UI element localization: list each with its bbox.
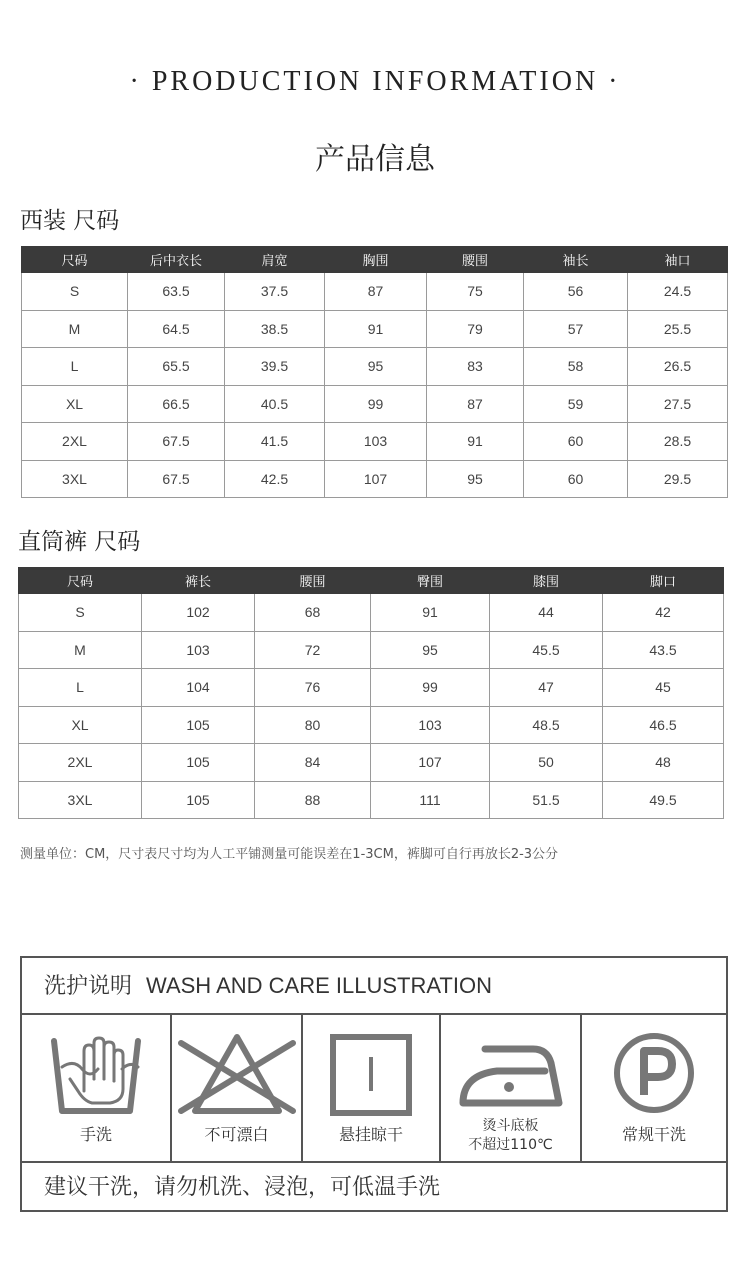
value-cell: 49.5 — [603, 781, 724, 819]
table-row — [22, 385, 728, 423]
value-cell: 50 — [490, 744, 603, 782]
value-cell: 60 — [524, 423, 628, 461]
value-cell: 25.5 — [628, 310, 728, 348]
value-cell: 42.5 — [225, 460, 325, 498]
size-cell: 3XL — [19, 781, 142, 819]
column-header: 膝围 — [490, 568, 603, 594]
value-cell: 41.5 — [225, 423, 325, 461]
care-label-no-bleach: 不可漂白 — [204, 1125, 269, 1144]
iron-low-icon — [457, 1041, 565, 1111]
table-row — [19, 669, 724, 707]
table-row — [19, 706, 724, 744]
value-cell: 58 — [524, 348, 628, 386]
value-cell: 79 — [427, 310, 524, 348]
value-cell: 67.5 — [128, 423, 225, 461]
value-cell: 51.5 — [490, 781, 603, 819]
value-cell: 76 — [255, 669, 371, 707]
value-cell: 104 — [142, 669, 255, 707]
table-row — [19, 781, 724, 819]
dry-clean-icon — [612, 1031, 696, 1115]
column-header: 袖长 — [524, 247, 628, 273]
table-header-row — [19, 568, 724, 594]
care-item-dry-clean — [582, 1015, 726, 1161]
care-label-hand-wash: 手洗 — [79, 1125, 112, 1144]
value-cell: 80 — [255, 706, 371, 744]
size-cell: XL — [22, 385, 128, 423]
value-cell: 107 — [371, 744, 490, 782]
care-item-hand-wash — [22, 1015, 172, 1161]
size-cell: 3XL — [22, 460, 128, 498]
english-title: · PRODUCTION INFORMATION · — [129, 66, 621, 97]
value-cell: 57 — [524, 310, 628, 348]
value-cell: 42 — [603, 594, 724, 632]
value-cell: 103 — [371, 706, 490, 744]
column-header: 臀围 — [371, 568, 490, 594]
value-cell: 43.5 — [603, 631, 724, 669]
value-cell: 102 — [142, 594, 255, 632]
value-cell: 64.5 — [128, 310, 225, 348]
value-cell: 45.5 — [490, 631, 603, 669]
value-cell: 87 — [325, 273, 427, 311]
value-cell: 48.5 — [490, 706, 603, 744]
value-cell: 83 — [427, 348, 524, 386]
care-title-en: WASH AND CARE ILLUSTRATION — [146, 973, 492, 998]
care-label-dry-clean: 常规干洗 — [621, 1125, 686, 1144]
column-header: 袖口 — [628, 247, 728, 273]
value-cell: 95 — [371, 631, 490, 669]
column-header: 尺码 — [22, 247, 128, 273]
value-cell: 75 — [427, 273, 524, 311]
care-item-iron — [441, 1015, 582, 1161]
table-row — [22, 273, 728, 311]
value-cell: 66.5 — [128, 385, 225, 423]
table-row — [22, 310, 728, 348]
care-footer: 建议干洗，请勿机洗、浸泡，可低温手洗 — [44, 1175, 441, 1200]
value-cell: 38.5 — [225, 310, 325, 348]
value-cell: 103 — [142, 631, 255, 669]
size-cell: M — [22, 310, 128, 348]
table-row — [19, 744, 724, 782]
table-header-row — [22, 247, 728, 273]
value-cell: 48 — [603, 744, 724, 782]
no-bleach-icon — [175, 1029, 299, 1119]
value-cell: 84 — [255, 744, 371, 782]
size-cell: M — [19, 631, 142, 669]
value-cell: 91 — [371, 594, 490, 632]
value-cell: 88 — [255, 781, 371, 819]
column-header: 裤长 — [142, 568, 255, 594]
column-header: 胸围 — [325, 247, 427, 273]
value-cell: 87 — [427, 385, 524, 423]
value-cell: 95 — [427, 460, 524, 498]
size-cell: L — [19, 669, 142, 707]
value-cell: 105 — [142, 706, 255, 744]
value-cell: 39.5 — [225, 348, 325, 386]
column-header: 腰围 — [427, 247, 524, 273]
value-cell: 99 — [371, 669, 490, 707]
care-header — [22, 958, 726, 1015]
care-icons-row — [22, 1015, 726, 1163]
size-cell: 2XL — [19, 744, 142, 782]
size-cell: S — [22, 273, 128, 311]
hand-wash-icon — [48, 1029, 144, 1119]
column-header: 肩宽 — [225, 247, 325, 273]
value-cell: 60 — [524, 460, 628, 498]
measurement-note: 测量单位：CM，尺寸表尺寸均为人工平铺测量可能误差在1-3CM，裤脚可自行再放长2-3公分 — [20, 847, 559, 862]
column-header: 后中衣长 — [128, 247, 225, 273]
value-cell: 28.5 — [628, 423, 728, 461]
pants-size-table — [18, 567, 724, 819]
size-cell: L — [22, 348, 128, 386]
suit-size-title: 西装 尺码 — [20, 208, 120, 234]
value-cell: 24.5 — [628, 273, 728, 311]
column-header: 尺码 — [19, 568, 142, 594]
value-cell: 56 — [524, 273, 628, 311]
size-cell: S — [19, 594, 142, 632]
value-cell: 46.5 — [603, 706, 724, 744]
care-item-no-bleach — [172, 1015, 303, 1161]
value-cell: 27.5 — [628, 385, 728, 423]
value-cell: 111 — [371, 781, 490, 819]
suit-size-table — [21, 246, 728, 498]
table-row — [22, 460, 728, 498]
page-title: 产品信息 — [315, 142, 435, 177]
value-cell: 105 — [142, 744, 255, 782]
value-cell: 72 — [255, 631, 371, 669]
value-cell: 45 — [603, 669, 724, 707]
value-cell: 91 — [427, 423, 524, 461]
size-cell: XL — [19, 706, 142, 744]
value-cell: 95 — [325, 348, 427, 386]
table-row — [22, 348, 728, 386]
value-cell: 105 — [142, 781, 255, 819]
value-cell: 91 — [325, 310, 427, 348]
value-cell: 40.5 — [225, 385, 325, 423]
value-cell: 99 — [325, 385, 427, 423]
value-cell: 68 — [255, 594, 371, 632]
value-cell: 67.5 — [128, 460, 225, 498]
value-cell: 103 — [325, 423, 427, 461]
care-item-hang-dry — [303, 1015, 441, 1161]
care-label-iron-line1: 烫斗底板 — [482, 1118, 539, 1134]
value-cell: 47 — [490, 669, 603, 707]
care-label-hang-dry: 悬挂晾干 — [338, 1125, 403, 1144]
value-cell: 29.5 — [628, 460, 728, 498]
value-cell: 107 — [325, 460, 427, 498]
value-cell: 59 — [524, 385, 628, 423]
value-cell: 63.5 — [128, 273, 225, 311]
column-header: 腰围 — [255, 568, 371, 594]
care-box — [20, 956, 728, 1212]
value-cell: 44 — [490, 594, 603, 632]
care-title-cn: 洗护说明 — [44, 974, 133, 999]
table-row — [22, 423, 728, 461]
column-header: 脚口 — [603, 568, 724, 594]
value-cell: 26.5 — [628, 348, 728, 386]
value-cell: 37.5 — [225, 273, 325, 311]
pants-size-title: 直筒裤 尺码 — [18, 529, 141, 555]
value-cell: 65.5 — [128, 348, 225, 386]
size-cell: 2XL — [22, 423, 128, 461]
table-row — [19, 594, 724, 632]
care-label-iron-line2: 不超过110℃ — [468, 1137, 553, 1153]
hang-dry-icon — [329, 1033, 413, 1117]
table-row — [19, 631, 724, 669]
